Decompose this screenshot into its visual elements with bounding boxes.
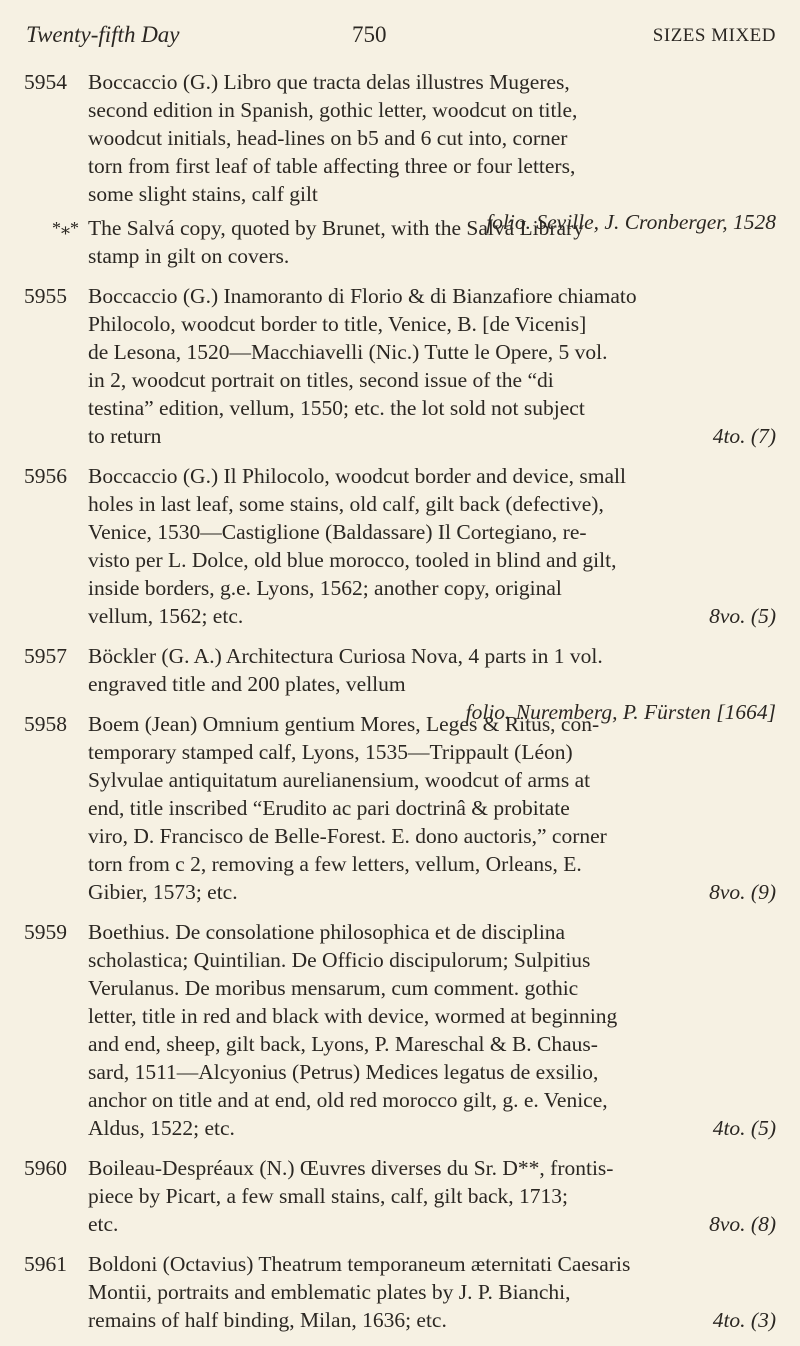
lot-format-line — [88, 1114, 776, 1142]
lot-format-line — [88, 878, 776, 906]
lot-number: 5956 — [24, 464, 67, 488]
lot-description-end: Aldus, 1522; etc. — [88, 1116, 235, 1140]
lot-description-line: Verulanus. De moribus mensarum, cum comment. gothic — [88, 976, 579, 1000]
lot-description-line: Boethius. De consolatione philosophica et de disciplina — [88, 920, 566, 944]
lot-description-end: vellum, 1562; etc. — [88, 604, 244, 628]
lot-number: 5960 — [24, 1156, 67, 1180]
lot-description-end: remains of half binding, Milan, 1636; etc. — [88, 1308, 447, 1332]
lot-description-line: and end, sheep, gilt back, Lyons, P. Mareschal & B. Chaus- — [88, 1032, 598, 1056]
lot-description-line: Boccaccio (G.) Inamoranto di Florio & di Bianzafiore chiamato — [88, 284, 637, 308]
lot-note — [0, 214, 800, 270]
lot-entry — [0, 918, 800, 1142]
lot-format-line — [88, 602, 776, 630]
lot-description-line: in 2, woodcut portrait on titles, second issue of the “di — [88, 368, 554, 392]
lot-format-line — [88, 422, 776, 450]
note-line: The Salvá copy, quoted by Brunet, with the Salvá Library — [88, 216, 584, 240]
lot-description-end: to return — [88, 424, 162, 448]
lot-description-line: anchor on title and at end, old red morocco gilt, g. e. Venice, — [88, 1088, 608, 1112]
lot-description-line: torn from first leaf of table affecting three or four letters, — [88, 154, 576, 178]
lot-description-line: viro, D. Francisco de Belle-Forest. E. dono auctoris,” corner — [88, 824, 607, 848]
lot-description-line: de Lesona, 1520—Macchiavelli (Nic.) Tutte le Opere, 5 vol. — [88, 340, 608, 364]
lot-description-line: some slight stains, calf gilt — [88, 182, 318, 206]
lot-description-line: visto per L. Dolce, old blue morocco, tooled in blind and gilt, — [88, 548, 617, 572]
lot-description-line: testina” edition, vellum, 1550; etc. the lot sold not subject — [88, 396, 585, 420]
lot-description-line: temporary stamped calf, Lyons, 1535—Trippault (Léon) — [88, 740, 573, 764]
lot-description-line: end, title inscribed “Erudito ac pari doctrinâ & probitate — [88, 796, 570, 820]
page-number: 750 — [352, 22, 387, 47]
lot-description-line: Venice, 1530—Castiglione (Baldassare) Il Cortegiano, re- — [88, 520, 587, 544]
lot-format: 8vo. (8) — [709, 1212, 776, 1236]
lot-description-line: inside borders, g.e. Lyons, 1562; another copy, original — [88, 576, 562, 600]
lot-description-end: Gibier, 1573; etc. — [88, 880, 238, 904]
lot-number: 5954 — [24, 70, 67, 94]
lot-format: folio. Seville, J. Cronberger, 1528 — [486, 210, 776, 234]
lot-number: 5959 — [24, 920, 67, 944]
lot-description-line: Boem (Jean) Omnium gentium Mores, Leges & Ritus, con- — [88, 712, 600, 736]
lot-format-line — [88, 1210, 776, 1238]
lot-format: 4to. (7) — [712, 424, 776, 448]
lot-description-line: letter, title in red and black with device, wormed at beginning — [88, 1004, 618, 1028]
lot-description-line: woodcut initials, head-lines on b5 and 6 cut into, corner — [88, 126, 568, 150]
lot-entry — [0, 282, 800, 450]
lot-format-line — [88, 1306, 776, 1334]
note-line: stamp in gilt on covers. — [88, 244, 290, 268]
lot-description-line: Montii, portraits and emblematic plates by J. P. Bianchi, — [88, 1280, 571, 1304]
lot-description-line: Böckler (G. A.) Architectura Curiosa Nova, 4 parts in 1 vol. — [88, 644, 603, 668]
lot-number: 5961 — [24, 1252, 67, 1276]
running-header — [26, 22, 776, 52]
lot-number: 5955 — [24, 284, 67, 308]
lot-description-line: Boileau-Despréaux (N.) Œuvres diverses du Sr. D**, frontis- — [88, 1156, 614, 1180]
lot-entry — [0, 462, 800, 630]
header-day: Twenty-fifth Day — [26, 22, 180, 47]
lot-description-line: Sylvulae antiquitatum aurelianensium, woodcut of arms at — [88, 768, 591, 792]
lot-description-line: Boccaccio (G.) Libro que tracta delas illustres Mugeres, — [88, 70, 570, 94]
lot-entry — [0, 710, 800, 906]
lot-format: 4to. (5) — [712, 1116, 776, 1140]
lot-description-line: holes in last leaf, some stains, old calf, gilt back (defective), — [88, 492, 604, 516]
lot-description-line: engraved title and 200 plates, vellum — [88, 672, 406, 696]
lot-format: folio. Nuremberg, P. Fürsten [1664] — [465, 700, 776, 724]
lot-description-line: torn from c 2, removing a few letters, vellum, Orleans, E. — [88, 852, 582, 876]
lot-number: 5958 — [24, 712, 67, 736]
note-asterisks: *⁎* — [52, 218, 79, 238]
lot-description-end: etc. — [88, 1212, 119, 1236]
lot-description-line: sard, 1511—Alcyonius (Petrus) Medices legatus de exsilio, — [88, 1060, 599, 1084]
lot-format: 8vo. (5) — [709, 604, 776, 628]
lot-description-line: Boccaccio (G.) Il Philocolo, woodcut border and device, small — [88, 464, 626, 488]
lot-description-line: Philocolo, woodcut border to title, Venice, B. [de Vicenis] — [88, 312, 587, 336]
lot-list — [0, 68, 800, 1346]
header-section: SIZES MIXED — [652, 25, 776, 46]
lot-format: 4to. (3) — [712, 1308, 776, 1332]
lot-entry — [0, 1250, 800, 1334]
lot-description-line: scholastica; Quintilian. De Officio discipulorum; Sulpitius — [88, 948, 591, 972]
lot-number: 5957 — [24, 644, 67, 668]
lot-entry — [0, 1154, 800, 1238]
lot-description-line: second edition in Spanish, gothic letter, woodcut on title, — [88, 98, 578, 122]
lot-format: 8vo. (9) — [709, 880, 776, 904]
lot-description-line: Boldoni (Octavius) Theatrum temporaneum æternitati Caesaris — [88, 1252, 631, 1276]
lot-description-line: piece by Picart, a few small stains, calf, gilt back, 1713; — [88, 1184, 569, 1208]
